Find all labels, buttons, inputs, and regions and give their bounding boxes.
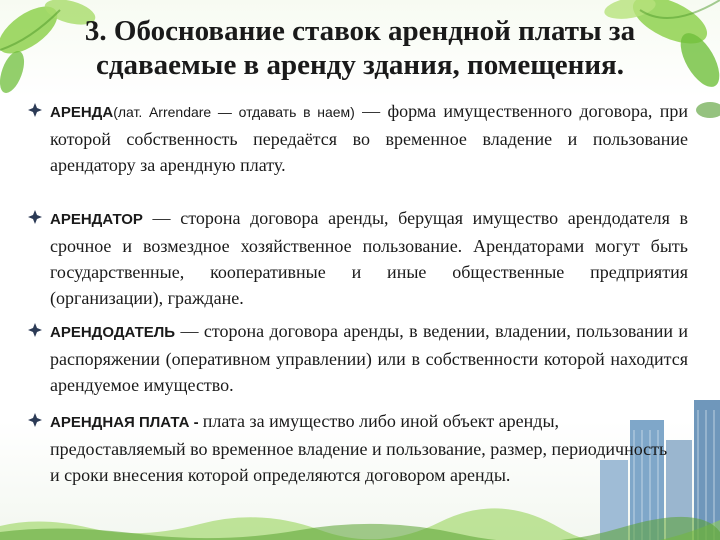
definition-text: — сторона договора аренды, берущая имущество арендодателя в срочное и возмездное хозяйственное пользование. Арендаторами могут быть государственные, кооперативные и иные общественные предприятия (организации), граждане. (50, 208, 688, 308)
bullet-text (50, 318, 688, 398)
diamond-bullet-icon (28, 323, 42, 337)
bullet-item-arendnaya-plata (28, 408, 678, 488)
definition-text: — форма имущественного договора, при которой собственность передаётся во временное владение и пользование арендатору за арендную плату. (50, 101, 688, 175)
term-label: АРЕНДОДАТЕЛЬ (50, 324, 176, 341)
grass-decoration (0, 508, 720, 540)
slide-title-line-1: 3. Обоснование ставок арендной платы за (84, 15, 636, 47)
diamond-bullet-icon (28, 103, 42, 117)
bullet-text (50, 408, 678, 488)
slide-title-line-2: сдаваемые в аренду здания, помещения. (95, 49, 625, 81)
bullet-text (50, 98, 688, 178)
bullet-item-arendator (28, 205, 688, 311)
diamond-bullet-icon (28, 210, 42, 224)
term-label: АРЕНДА (50, 104, 114, 121)
term-label: АРЕНДНАЯ ПЛАТА (50, 414, 190, 431)
definition-text: — сторона договора аренды, в ведении, владении, пользовании и распоряжении (оперативном управлении) или в собственности которой находится арендуемое имущество. (50, 321, 688, 395)
term-separator: - (189, 414, 203, 431)
bullet-item-arenda (28, 98, 688, 178)
bullet-text (50, 205, 688, 311)
slide-title (20, 14, 700, 82)
definition-text: плата за имущество либо иной объект аренды, предоставляемый во временное владение и пользование, размер, периодичность и сроки внесения которой определяются договором аренды. (50, 411, 668, 485)
term-label: АРЕНДАТОР (50, 211, 143, 228)
term-etymology: (лат. Arrendare — отдавать в наем) (113, 104, 355, 120)
bullet-item-arendodatel (28, 318, 688, 398)
diamond-bullet-icon (28, 413, 42, 427)
